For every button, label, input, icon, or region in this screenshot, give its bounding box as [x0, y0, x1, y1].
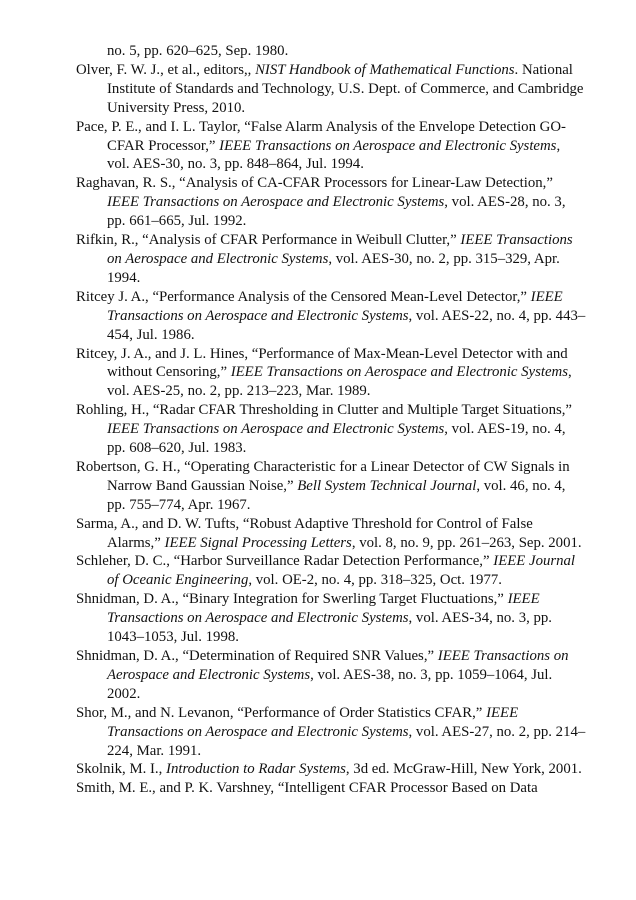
reference-entry [76, 779, 586, 798]
reference-text: , vol. AES-25, no. 2, pp. 213–223, Mar. 1989. [107, 364, 572, 400]
reference-source-title: Bell System Technical Journal [297, 477, 477, 494]
reference-list [76, 42, 586, 798]
reference-entry [76, 345, 586, 402]
reference-text: Rohling, H., “Radar CFAR Thresholding in Clutter and Multiple Target Situations,” [76, 402, 572, 419]
reference-text: , vol. OE-2, no. 4, pp. 318–325, Oct. 1977. [248, 572, 502, 589]
reference-text: , 3d ed. McGraw-Hill, New York, 2001. [345, 761, 582, 778]
reference-text: Ritcey J. A., “Performance Analysis of the Censored Mean-Level Detector,” [76, 288, 531, 305]
reference-source-title: IEEE Transactions on Aerospace and Electronic Systems [107, 648, 569, 683]
reference-entry [76, 704, 586, 761]
reference-source-title: IEEE Transactions on Aerospace and Electronic Systems [230, 364, 568, 381]
reference-text: . National Institute of Standards and Technology, U.S. Dept. of Commerce, and Cambridge University Press, 2010. [107, 61, 584, 116]
reference-entry [76, 174, 586, 231]
reference-source-title: IEEE Transactions on Aerospace and Electronic Systems [107, 232, 573, 267]
reference-text: , vol. AES-19, no. 4, pp. 608–620, Jul. 1983. [107, 421, 566, 457]
reference-entry [76, 515, 586, 553]
reference-source-title: IEEE Transactions on Aerospace and Electronic Systems [219, 137, 557, 154]
reference-source-title: Introduction to Radar Systems [166, 761, 346, 778]
reference-text: , vol. 8, no. 9, pp. 261–263, Sep. 2001. [351, 534, 582, 551]
reference-text: Olver, F. W. J., et al., editors,, [76, 61, 256, 78]
reference-entry [76, 458, 586, 515]
reference-text: , vol. AES-30, no. 2, pp. 315–329, Apr. 1994. [107, 250, 560, 286]
reference-text: , vol. AES-34, no. 3, pp. 1043–1053, Jul. 1998. [107, 610, 552, 646]
reference-text: Shor, M., and N. Levanon, “Performance of Order Statistics CFAR,” [76, 704, 487, 721]
reference-text: , vol. AES-30, no. 3, pp. 848–864, Jul. 1994. [107, 137, 561, 173]
reference-source-title: IEEE Transactions on Aerospace and Electronic Systems [107, 288, 563, 324]
reference-source-title: IEEE Transactions on Aerospace and Electronic Systems [107, 194, 445, 211]
reference-entry [76, 231, 586, 288]
reference-text: Rifkin, R., “Analysis of CFAR Performance in Weibull Clutter,” [76, 232, 461, 249]
reference-text: Sarma, A., and D. W. Tufts, “Robust Adaptive Threshold for Control of False Alarms,” [76, 515, 533, 551]
reference-text: Pace, P. E., and I. L. Taylor, “False Alarm Analysis of the Envelope Detection GO-CFAR Processor,” [76, 118, 566, 154]
reference-text: , vol. AES-38, no. 3, pp. 1059–1064, Jul. 2002. [107, 666, 553, 702]
reference-entry [76, 647, 586, 704]
reference-source-title: IEEE Transactions on Aerospace and Electronic Systems [107, 421, 445, 438]
reference-entry [76, 42, 586, 61]
reference-source-title: IEEE Signal Processing Letters [164, 534, 352, 551]
reference-text: Robertson, G. H., “Operating Characteristic for a Linear Detector of CW Signals in Narrow Band Gaussian Noise,” [76, 458, 570, 494]
reference-entry [76, 61, 586, 118]
reference-entry [76, 118, 586, 175]
reference-text: Schleher, D. C., “Harbor Surveillance Radar Detection Performance,” [76, 553, 494, 570]
reference-text: Shnidman, D. A., “Determination of Required SNR Values,” [76, 648, 438, 664]
reference-source-title: IEEE Transactions on Aerospace and Electronic Systems [107, 704, 519, 740]
reference-text: , vol. AES-28, no. 3, pp. 661–665, Jul. 1992. [107, 194, 566, 230]
reference-text: Skolnik, M. I., [76, 761, 167, 778]
reference-text: no. 5, pp. 620–625, Sep. 1980. [107, 43, 289, 59]
reference-text: , vol. 46, no. 4, pp. 755–774, Apr. 1967. [107, 477, 566, 513]
reference-text: , vol. AES-27, no. 2, pp. 214–224, Mar. 1991. [107, 723, 586, 759]
reference-entry [76, 760, 586, 779]
reference-text: Shnidman, D. A., “Binary Integration for Swerling Target Fluctuations,” [76, 591, 508, 608]
reference-entry [76, 590, 586, 647]
reference-entry [76, 401, 586, 458]
reference-text: , vol. AES-22, no. 4, pp. 443–454, Jul. 1986. [107, 307, 586, 343]
reference-entry [76, 288, 586, 345]
reference-text: Smith, M. E., and P. K. Varshney, “Intelligent CFAR Processor Based on Data [76, 780, 538, 797]
reference-source-title: IEEE Journal of Oceanic Engineering [107, 553, 576, 589]
reference-source-title: IEEE Transactions on Aerospace and Electronic Systems [107, 591, 540, 627]
reference-entry [76, 552, 586, 590]
reference-source-title: NIST Handbook of Mathematical Functions [255, 61, 515, 78]
reference-text: Raghavan, R. S., “Analysis of CA-CFAR Processors for Linear-Law Detection,” [76, 175, 553, 192]
reference-text: Ritcey, J. A., and J. L. Hines, “Performance of Max-Mean-Level Detector with and without Censoring,” [76, 345, 568, 381]
